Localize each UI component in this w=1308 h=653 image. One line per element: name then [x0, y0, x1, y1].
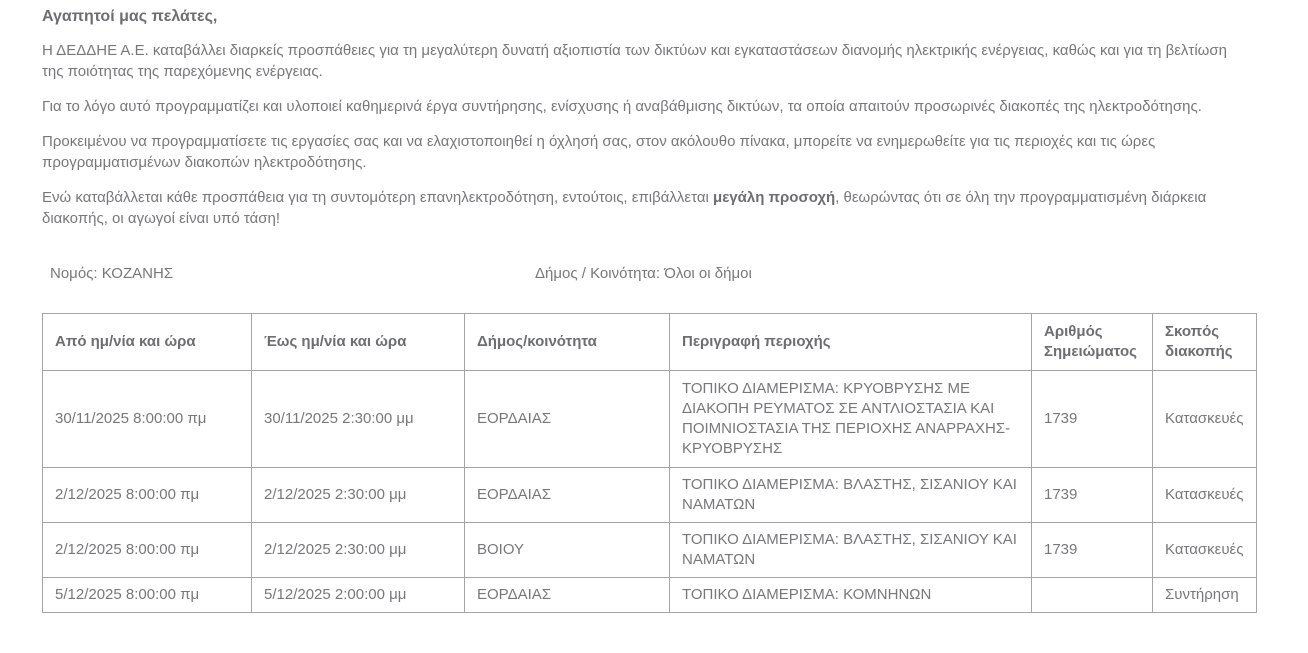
cell-note-number: 1739 — [1032, 371, 1153, 468]
cell-municipality: ΒΟΙΟΥ — [465, 523, 670, 578]
cell-area-description: ΤΟΠΙΚΟ ΔΙΑΜΕΡΙΣΜΑ: ΒΛΑΣΤΗΣ, ΣΙΣΑΝΙΟΥ ΚΑΙ ΝΑΜΑΤΩΝ — [670, 523, 1032, 578]
intro-paragraph-reliability: Η ΔΕΔΔΗΕ Α.Ε. καταβάλλει διαρκείς προσπάθειες για τη μεγαλύτερη δυνατή αξιοπιστία των δικτύων και εγκαταστάσεων διανομής ηλεκτρικής ενέργειας, καθώς και για τη βελτίωση της ποιότητας της παρεχόμενης ενέργειας. — [42, 42, 1227, 80]
cell-from-date: 5/12/2025 8:00:00 πμ — [43, 578, 252, 613]
warning-text-before: Ενώ καταβάλλεται κάθε προσπάθεια για τη συντομότερη επανηλεκτροδότηση, εντούτοις, επιβάλλεται — [42, 189, 714, 206]
greeting-heading: Αγαπητοί μας πελάτες, — [42, 8, 218, 25]
municipality-value: Όλοι οι δήμοι — [664, 265, 752, 282]
prefecture-label: Νομός: — [50, 265, 98, 282]
cell-area-description: ΤΟΠΙΚΟ ΔΙΑΜΕΡΙΣΜΑ: ΒΛΑΣΤΗΣ, ΣΙΣΑΝΙΟΥ ΚΑΙ ΝΑΜΑΤΩΝ — [670, 468, 1032, 523]
cell-to-date: 5/12/2025 2:00:00 μμ — [252, 578, 465, 613]
header-note-number: Αριθμός Σημειώματος — [1032, 314, 1153, 371]
cell-from-date: 2/12/2025 8:00:00 πμ — [43, 468, 252, 523]
header-area-description: Περιγραφή περιοχής — [670, 314, 1032, 371]
table-row — [43, 371, 1257, 468]
intro-paragraph-warning — [42, 187, 1247, 229]
cell-area-description: ΤΟΠΙΚΟ ΔΙΑΜΕΡΙΣΜΑ: ΚΡΥΟΒΡΥΣΗΣ ΜΕ ΔΙΑΚΟΠΗ ΡΕΥΜΑΤΟΣ ΣΕ ΑΝΤΛΙΟΣΤΑΣΙΑ ΚΑΙ ΠΟΙΜΝΙΟΣΤΑΣΙΑ ΤΗΣ ΠΕΡΙΟΧΗΣ ΑΝΑΡΡΑΧΗΣ-ΚΡΥΟΒΡΥΣΗΣ — [670, 371, 1032, 468]
outages-table-body — [43, 371, 1257, 613]
cell-to-date: 2/12/2025 2:30:00 μμ — [252, 468, 465, 523]
header-to-date: Έως ημ/νία και ώρα — [252, 314, 465, 371]
cell-to-date: 30/11/2025 2:30:00 μμ — [252, 371, 465, 468]
municipality-label: Δήμος / Κοινότητα: — [535, 265, 661, 282]
prefecture-filter — [50, 265, 173, 282]
cell-note-number — [1032, 578, 1153, 613]
cell-outage-purpose: Κατασκευές — [1153, 468, 1257, 523]
intro-paragraph-schedule: Προκειμένου να προγραμματίσετε τις εργασίες σας και να ελαχιστοποιηθεί η όχλησή σας, στον ακόλουθο πίνακα, μπορείτε να ενημερωθείτε για τις περιοχές και τις ώρες προγραμματισμένων διακοπών ηλεκτροδότησης. — [42, 133, 1156, 171]
header-row — [43, 314, 1257, 371]
filters-row — [42, 265, 1248, 286]
cell-from-date: 30/11/2025 8:00:00 πμ — [43, 371, 252, 468]
header-municipality: Δήμος/κοινότητα — [465, 314, 670, 371]
cell-from-date: 2/12/2025 8:00:00 πμ — [43, 523, 252, 578]
cell-outage-purpose: Συντήρηση — [1153, 578, 1257, 613]
outages-table-head — [43, 314, 1257, 371]
header-outage-purpose: Σκοπός διακοπής — [1153, 314, 1257, 371]
table-row — [43, 578, 1257, 613]
municipality-filter — [535, 265, 752, 282]
cell-note-number: 1739 — [1032, 468, 1153, 523]
table-row — [43, 468, 1257, 523]
cell-note-number: 1739 — [1032, 523, 1153, 578]
cell-to-date: 2/12/2025 2:30:00 μμ — [252, 523, 465, 578]
cell-outage-purpose: Κατασκευές — [1153, 371, 1257, 468]
header-from-date: Από ημ/νία και ώρα — [43, 314, 252, 371]
warning-text-bold: μεγάλη προσοχή — [713, 189, 836, 206]
cell-outage-purpose: Κατασκευές — [1153, 523, 1257, 578]
prefecture-value: ΚΟΖΑΝΗΣ — [101, 265, 174, 282]
table-row — [43, 523, 1257, 578]
intro-paragraph-works: Για το λόγο αυτό προγραμματίζει και υλοποιεί καθημερινά έργα συντήρησης, ενίσχυσης ή αναβάθμισης δικτύων, τα οποία απαιτούν προσωρινές διακοπές της ηλεκτροδότησης. — [42, 98, 1202, 115]
outages-table — [42, 313, 1257, 613]
cell-area-description: ΤΟΠΙΚΟ ΔΙΑΜΕΡΙΣΜΑ: ΚΟΜΝΗΝΩΝ — [670, 578, 1032, 613]
warning-text-after: , θεωρώντας ότι σε όλη την προγραμματισμένη διάρκεια διακοπής, οι αγωγοί είναι υπό τάση! — [42, 189, 1207, 227]
cell-municipality: ΕΟΡΔΑΙΑΣ — [465, 578, 670, 613]
cell-municipality: ΕΟΡΔΑΙΑΣ — [465, 468, 670, 523]
cell-municipality: ΕΟΡΔΑΙΑΣ — [465, 371, 670, 468]
